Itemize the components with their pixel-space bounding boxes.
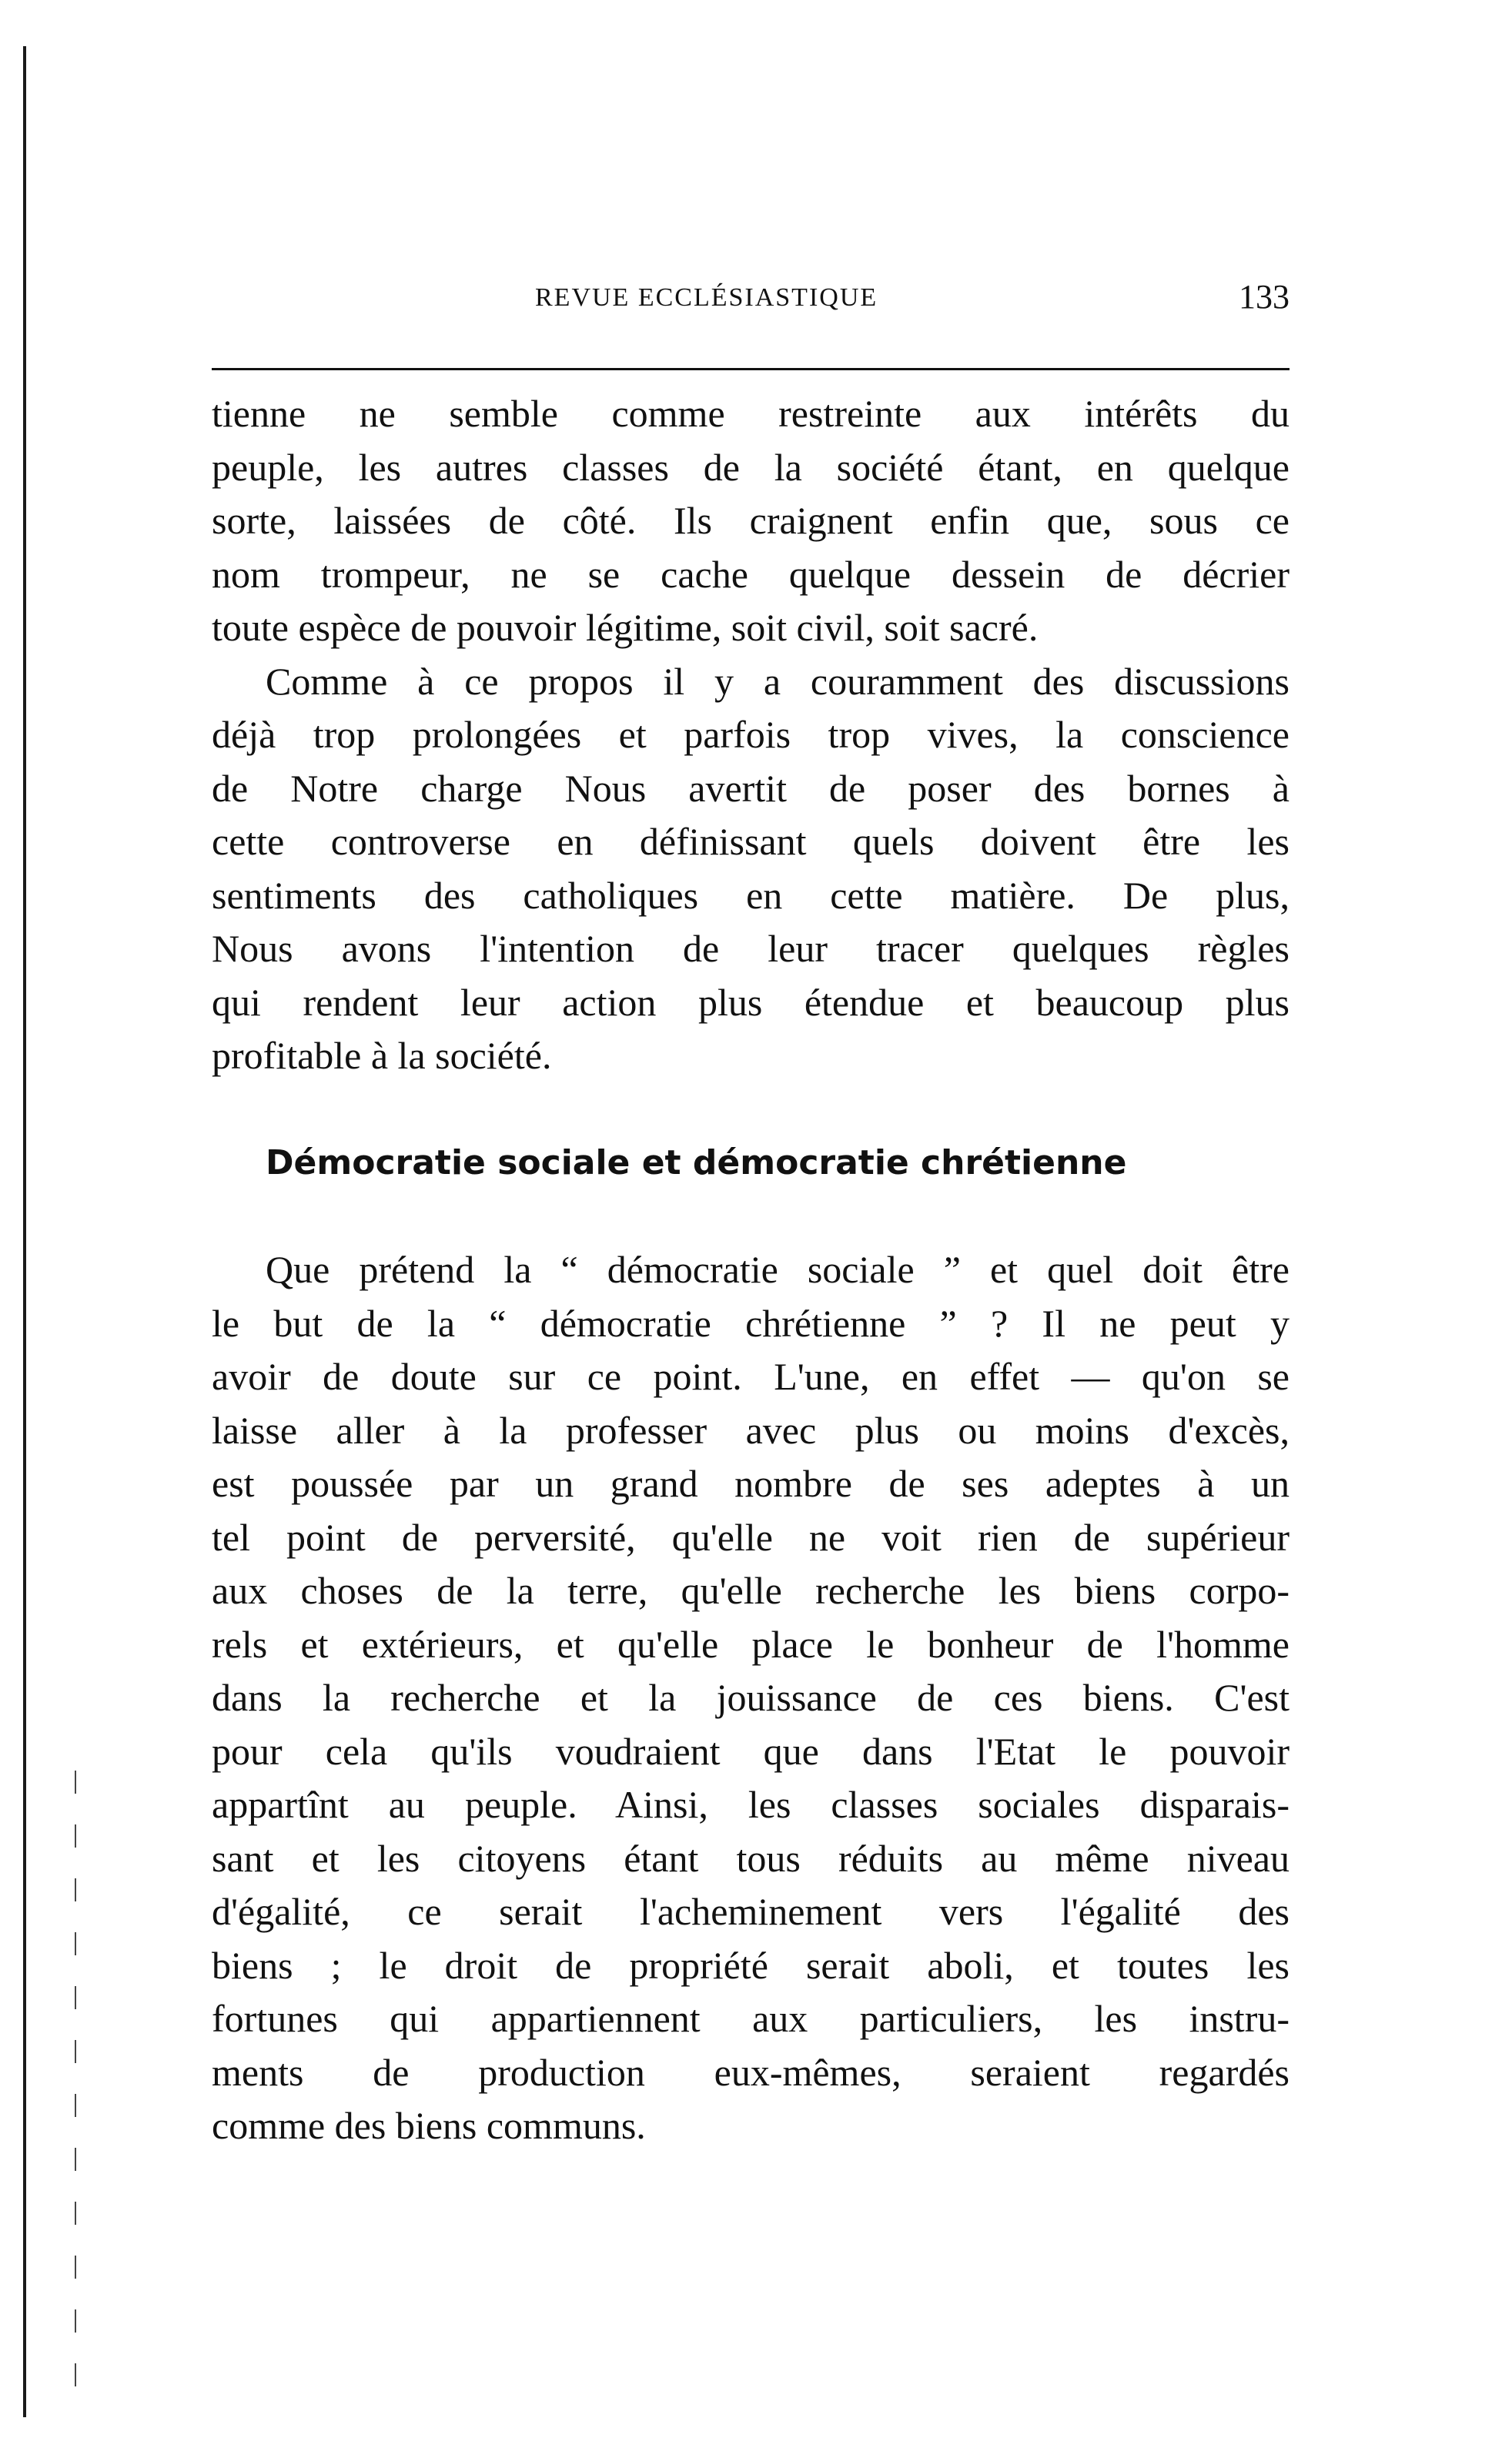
paragraph-block-top [212,387,1290,1083]
text-line: avoir de doute sur ce point. L'une, en effet — qu'on se [212,1355,1290,1398]
text-line: cette controverse en définissant quels doivent être les [212,820,1290,863]
text-line: tienne ne semble comme restreinte aux intérêts du [212,392,1290,435]
text-line: comme des biens communs. [212,2104,646,2147]
text-line: déjà trop prolongées et parfois trop vives, la conscience [212,713,1290,756]
text-line: toute espèce de pouvoir légitime, soit civil, soit sacré. [212,606,1039,649]
text-line: de Notre charge Nous avertit de poser des bornes à [212,766,1290,810]
text-line: d'égalité, ce serait l'acheminement vers l'égalité des [212,1890,1290,1933]
text-line: biens ; le droit de propriété serait aboli, et toutes les [212,1943,1290,1987]
text-line: profitable à la société. [212,1034,552,1077]
text-line: Nous avons l'intention de leur tracer quelques règles [212,927,1290,970]
text-line: Comme à ce propos il y a couramment des discussions [266,659,1290,703]
text-line: aux choses de la terre, qu'elle recherche les biens corpo- [212,1569,1290,1612]
page-header [212,277,1290,331]
text-line: est poussée par un grand nombre de ses adeptes à un [212,1462,1290,1505]
page-edge-margin-marks [75,1771,76,2402]
text-line: sant et les citoyens étant tous réduits au même niveau [212,1836,1290,1880]
text-line: dans la recherche et la jouissance de ces biens. C'est [212,1676,1290,1719]
text-line: le but de la “ démocratie chrétienne ” ? Il ne peut y [212,1301,1290,1345]
text-line: fortunes qui appartiennent aux particuliers, les instru- [212,1997,1290,2040]
page-number: 133 [1239,278,1290,316]
text-line: rels et extérieurs, et qu'elle place le bonheur de l'homme [212,1622,1290,1666]
text-line: ments de production eux-mêmes, seraient regardés [212,2050,1290,2094]
text-line: laisse aller à la professer avec plus ou moins d'excès, [212,1408,1290,1452]
text-line: sentiments des catholiques en cette matière. De plus, [212,873,1290,917]
text-line: tel point de perversité, qu'elle ne voit rien de supérieur [212,1515,1290,1559]
text-line: nom trompeur, ne se cache quelque dessein de décrier [212,552,1290,596]
paragraph-block-bottom [212,1243,1290,2153]
section-heading: Démocratie sociale et démocratie chrétienne [266,1143,1127,1182]
running-title: REVUE ECCLÉSIASTIQUE [535,283,878,312]
text-line: pour cela qu'ils voudraient que dans l'Etat le pouvoir [212,1729,1290,1773]
text-line: sorte, laissées de côté. Ils craignent enfin que, sous ce [212,499,1290,542]
page-edge-binding-line [23,46,26,2417]
text-line: Que prétend la “ démocratie sociale ” et quel doit être [266,1248,1290,1291]
text-line: appartînt au peuple. Ainsi, les classes sociales disparais- [212,1783,1290,1826]
header-rule [212,368,1290,370]
text-line: qui rendent leur action plus étendue et beaucoup plus [212,980,1290,1024]
text-line: peuple, les autres classes de la société étant, en quelque [212,445,1290,489]
